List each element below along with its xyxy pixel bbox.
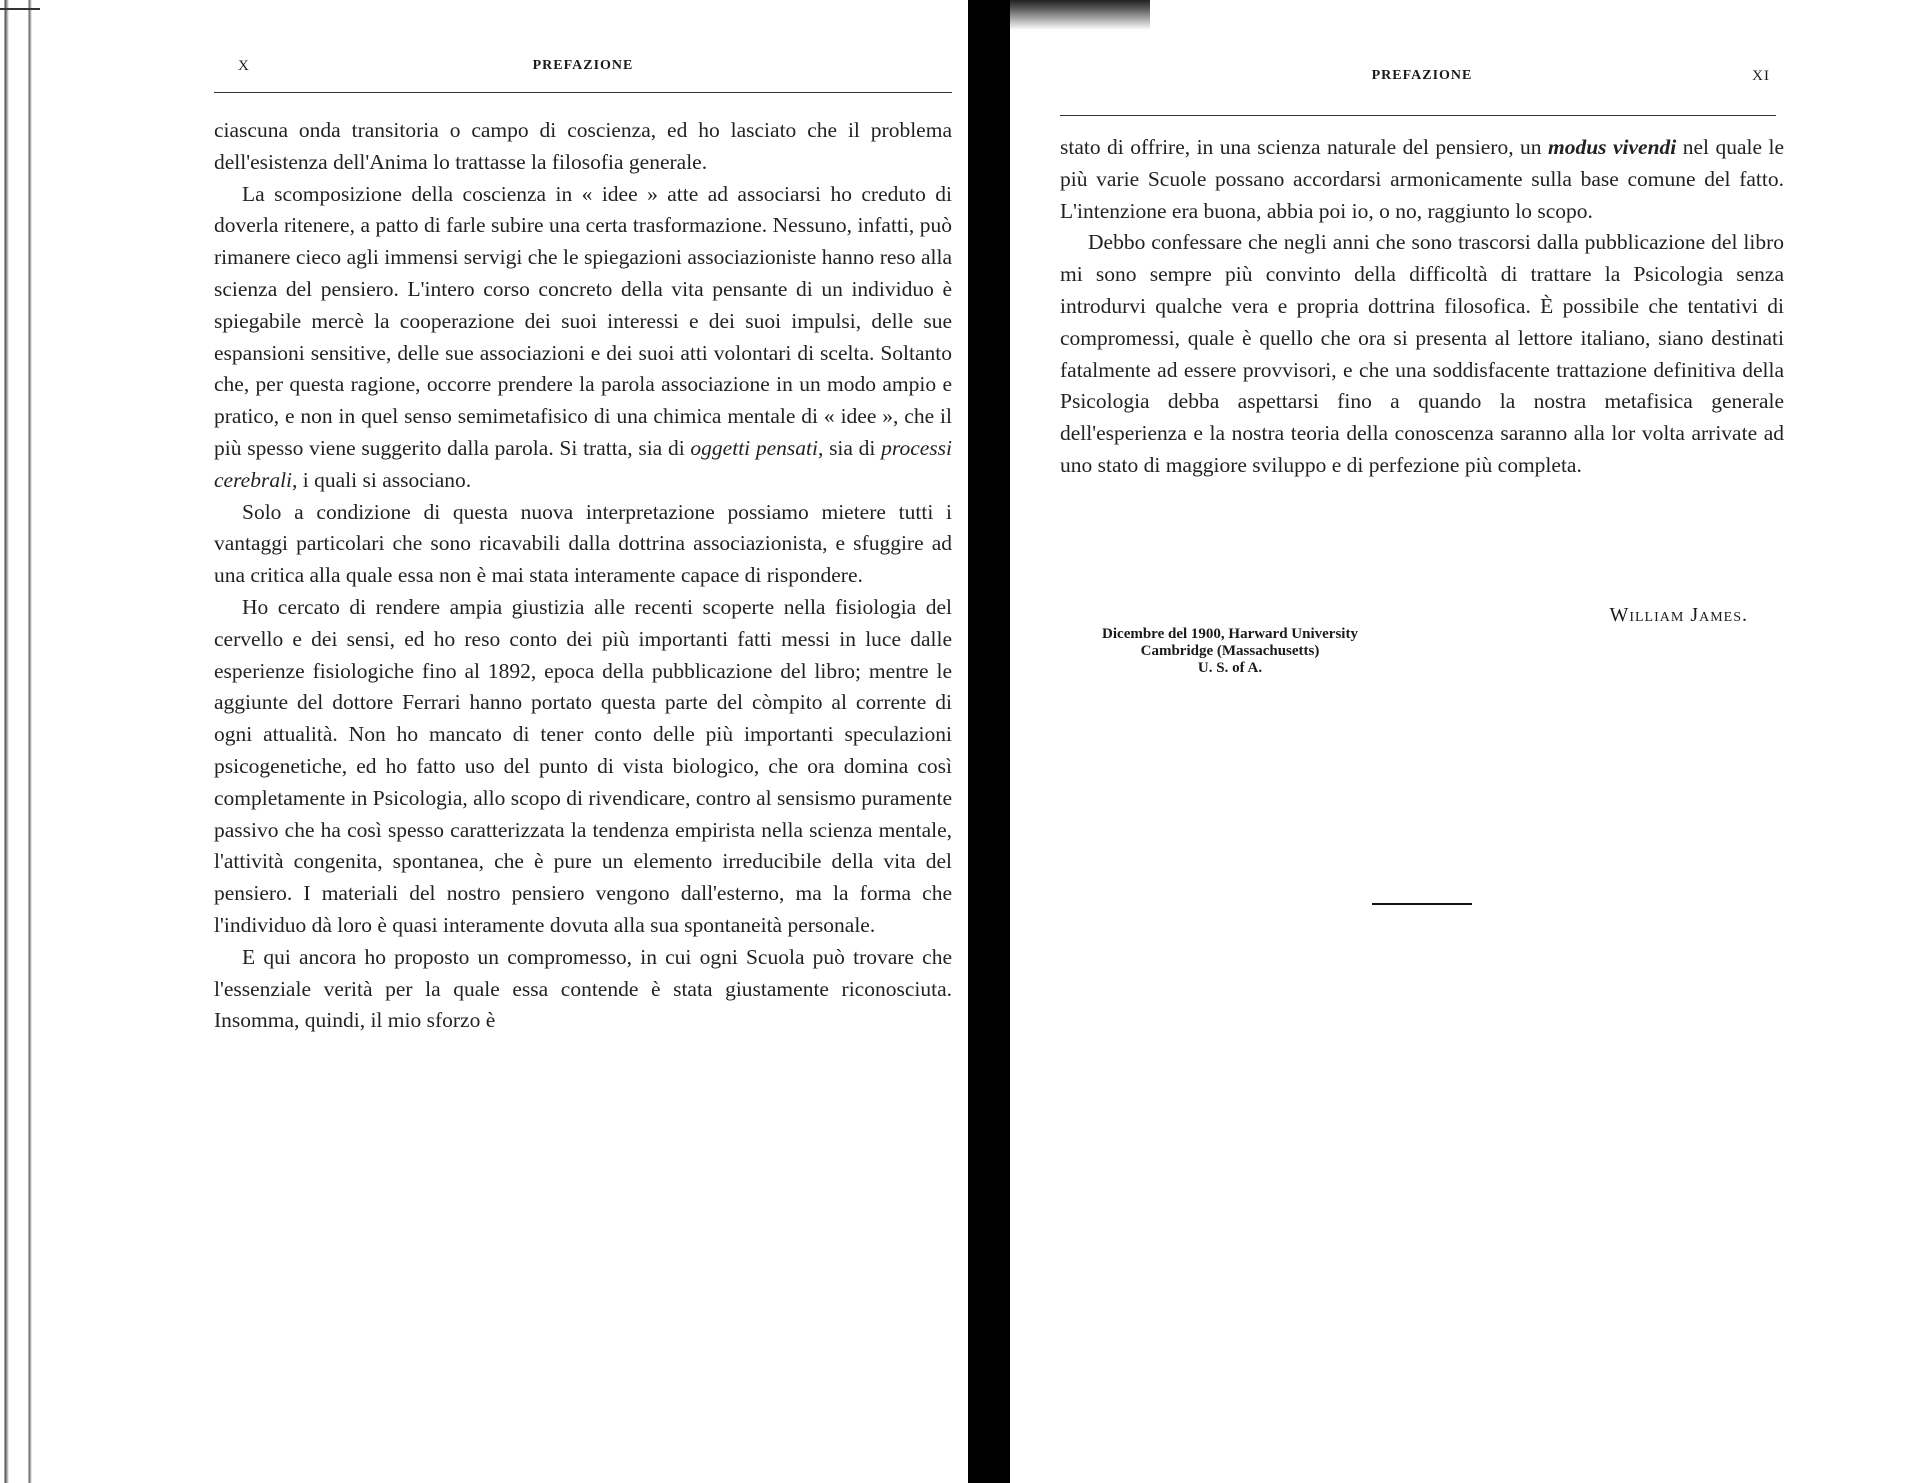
left-body-text (214, 115, 952, 1037)
italic-phrase: modus vivendi (1548, 135, 1677, 159)
italic-phrase: processi cerebrali (214, 435, 953, 492)
running-head-title: PREFAZIONE (532, 58, 634, 73)
right-page (1060, 0, 1784, 676)
scan-edge-artifact (0, 0, 46, 1483)
paragraph-text: , sia di (817, 435, 876, 460)
paragraph: Debbo confessare che negli anni che sono trascorsi dalla pubblicazione del libro mi sono sempre più convinto della difficoltà di trattare la Psicologia senza introdurvi qualche vera e propria dottrina filosofica. È possibile che tentativi di compromessi, quale è quello che ora si presenta al lettore italiano, siano destinati fatalmente ad essere provvisori, e che una soddisfacente trattazione definitiva della Psicologia debba aspettarsi fino a quando la nostra metafisica generale dell'esperienza e la nostra teoria della conoscenza saranno alla lor volta arrivate ad uno stato di maggiore sviluppo e di perfezione più completa. (1060, 230, 1784, 477)
head-rule (214, 92, 952, 93)
book-gutter (968, 0, 1010, 1483)
paragraph: Solo a condizione di questa nuova interpretazione possiamo mietere tutti i vantaggi particolari che sono ricavabili dalla dottrina associazionista, e sfuggire ad una critica alla quale essa non è mai stata interamente capace di rispondere. (214, 499, 952, 588)
dateline (1060, 626, 1400, 677)
paragraph (214, 179, 952, 497)
dateline-line: Dicembre del 1900, Harward University (1102, 626, 1358, 642)
page-number: X (238, 58, 250, 74)
left-page (214, 0, 953, 1033)
scan-edge-mark (0, 8, 40, 10)
right-running-head (1060, 68, 1784, 108)
paragraph-text: La scomposizione della coscienza in « idee » atte ad associarsi ho creduto di doverla ritenere, a patto di farle subire una certa trasformazione. Nessuno, infatti, può rimanere cieco agli immensi servigi che le spiegazioni associazioniste hanno reso alla scienza del pensiero. L'intero corso concreto della vita pensante di un individuo è spiegabile mercè la cooperazione dei suoi interessi e dei suoi impulsi, delle sue espansioni sensitive, delle sue associazioni e dei suoi atti volontari di scelta. Soltanto che, per questa ragione, occorre prendere la parola associazione in un modo ampio e pratico, e non in quel senso semimetafisico di una chimica mentale di « idee », che il più spesso viene suggerito dalla parola. Si tratta, sia di (214, 181, 952, 460)
head-rule (1060, 115, 1776, 116)
paragraph: ciascuna onda transitoria o campo di coscienza, ed ho lasciato che il problema dell'esistenza dell'Anima lo trattasse la filosofia generale. (214, 118, 952, 174)
end-rule (1372, 903, 1472, 905)
dateline-line: U. S. of A. (1197, 660, 1263, 676)
paragraph-text: stato di offrire, in una scienza naturale del pensiero, un (1060, 135, 1542, 159)
running-head-title: PREFAZIONE (1371, 68, 1473, 83)
paragraph (1060, 132, 1784, 227)
page-number: XI (1752, 68, 1770, 84)
paragraph: Ho cercato di rendere ampia giustizia alle recenti scoperte nella fisiologia del cervello e dei sensi, ed ho reso conto dei più importanti fatti messi in luce dalle esperienze fisiologiche fino al 1892, epoca della pubblicazione del libro; mentre le aggiunte del dottore Ferrari hanno portato questa parte del còmpito al corrente di ogni attualità. Non ho mancato di tener conto delle più importanti speculazioni psicogenetiche, ed ho fatto uso del punto di vista biologico, che ora domina così completamente in Psicologia, allo scopo di rivendicare, contro al sensismo puramente passivo che ha così spesso caratterizzata la tendenza empirista nella scienza mentale, l'attività congenita, spontanea, che è pure un elemento irreducibile della vita del pensiero. I materiali del nostro pensiero vengono dall'esterno, ma la forma che l'individuo dà loro è quasi interamente dovuta alla sua spontaneità personale. (214, 594, 952, 937)
author-signature: William James. (1609, 604, 1748, 626)
italic-phrase: oggetti pensati (690, 435, 818, 460)
right-body-text (1060, 132, 1784, 482)
paragraph-text: , i quali si associano. (292, 467, 472, 492)
paragraph: E qui ancora ho proposto un compromesso, in cui ogni Scuola può trovare che l'essenziale verità per la quale essa contende è stata giustamente riconosciuta. Insomma, quindi, il mio sforzo è (214, 944, 952, 1033)
paragraph-text: nel quale le più varie Scuole possano accordarsi armonicamente sulla base comune del fatto. L'intenzione era buona, abbia poi io, o no, raggiunto lo scopo. (1060, 135, 1784, 223)
dateline-line: Cambridge (Massachusetts) (1140, 643, 1320, 659)
